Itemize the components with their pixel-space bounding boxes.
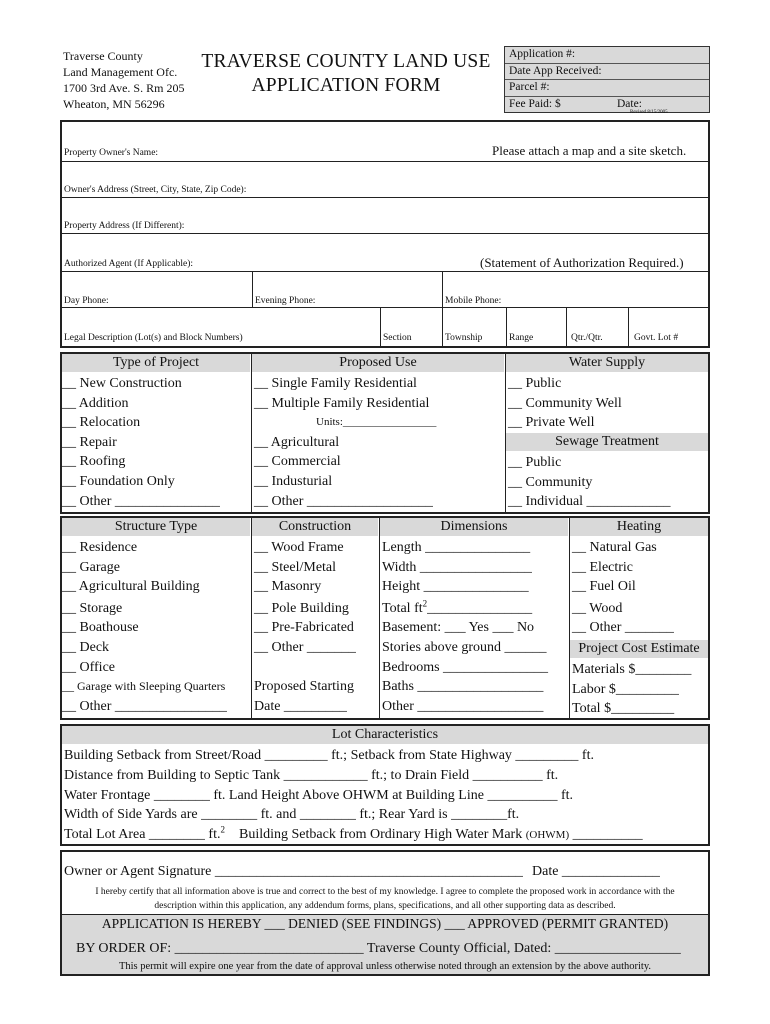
water-frontage-field[interactable]: Water Frontage ________ ft. Land Height Above OHWM at Building Line __________ ft. — [64, 788, 574, 803]
ohwm-abbrev: (OHWM) — [525, 829, 570, 841]
option-multiple-family[interactable]: __ Multiple Family Residential — [254, 395, 430, 411]
total-ft-label: Total ft — [382, 600, 423, 616]
heating-list — [572, 538, 674, 638]
owner-signature-field[interactable]: Owner or Agent Signature ____________________________________________ — [64, 864, 523, 879]
option-individual-sewage[interactable]: __ Individual ____________ — [508, 494, 671, 510]
option-other-project[interactable]: __ Other _______________ — [62, 493, 220, 509]
certification-line: I hereby certify that all information above is true and correct to the best of my knowledge. I agree to complete the proposed work in accordance with the — [95, 887, 675, 897]
mobile-phone-field[interactable]: Mobile Phone: — [445, 296, 502, 306]
option-new-construction[interactable]: __ New Construction — [62, 376, 182, 391]
attach-map-note: Please attach a map and a site sketch. — [492, 143, 687, 158]
fee-date-label: Date: — [617, 97, 642, 110]
option-natural-gas[interactable]: __ Natural Gas — [572, 540, 657, 555]
office-line: Wheaton, MN 56296 — [63, 97, 165, 111]
baths-field[interactable]: Baths __________________ — [382, 679, 544, 695]
title-line: TRAVERSE COUNTY LAND USE — [201, 51, 491, 72]
order-of-line[interactable]: BY ORDER OF: ___________________________ Traverse County Official, Dated: __________________ — [76, 941, 681, 956]
construction-list — [254, 538, 356, 716]
authorization-note: (Statement of Authorization Required.) — [480, 255, 684, 270]
length-field[interactable]: Length _______________ — [382, 540, 531, 555]
option-other-use[interactable]: __ Other __________________ — [254, 493, 433, 509]
water-supply-header: Water Supply — [506, 354, 708, 372]
option-storage[interactable]: __ Storage — [62, 600, 123, 616]
labor-cost-field[interactable]: Labor $_________ — [572, 681, 679, 697]
ohwm-setback-label: Building Setback from Ordinary High Water Mark — [239, 827, 523, 842]
option-deck[interactable]: __ Deck — [62, 639, 110, 655]
range-field[interactable]: Range — [509, 333, 534, 343]
property-address-field[interactable]: Property Address (If Different): — [64, 221, 185, 231]
proposed-use-list — [254, 374, 436, 511]
fee-paid-label: Fee Paid: $ — [509, 97, 561, 110]
office-line: Traverse County — [63, 49, 143, 63]
stories-field[interactable]: Stories above ground ______ — [382, 639, 547, 655]
decision-panel — [62, 914, 708, 974]
sewage-list — [508, 453, 671, 512]
dimensions-list — [382, 538, 548, 716]
evening-phone-field[interactable]: Evening Phone: — [255, 296, 316, 306]
date-received-field[interactable]: Date App Received: — [505, 64, 709, 81]
fee-paid-field[interactable] — [505, 97, 709, 113]
project-type-list — [62, 374, 220, 511]
option-relocation[interactable]: __ Relocation — [62, 415, 141, 431]
option-wood[interactable]: __ Wood — [572, 600, 623, 616]
spacer — [254, 658, 356, 678]
units-field[interactable]: Units:_________________ — [316, 416, 437, 429]
lot-characteristics-header: Lot Characteristics — [62, 726, 708, 744]
application-number-field[interactable]: Application #: — [505, 47, 709, 64]
construction-header: Construction — [252, 518, 378, 536]
basement-field[interactable]: Basement: ___ Yes ___ No — [382, 620, 535, 636]
qtr-qtr-field[interactable]: Qtr./Qtr. — [571, 333, 603, 343]
total-ft-field[interactable] — [382, 599, 548, 619]
option-repair[interactable]: __ Repair — [62, 434, 117, 450]
option-fuel-oil[interactable]: __ Fuel Oil — [572, 579, 636, 595]
signature-date-field[interactable]: Date ______________ — [532, 864, 660, 879]
owner-name-field[interactable]: Property Owner's Name: — [64, 148, 159, 158]
setback-street-field[interactable]: Building Setback from Street/Road _________ ft.; Setback from State Highway _________ ft. — [64, 748, 594, 763]
office-use-box — [504, 46, 710, 113]
option-commercial[interactable]: __ Commercial — [254, 454, 341, 470]
office-address — [63, 48, 184, 112]
option-agricultural-building[interactable]: __ Agricultural Building — [62, 579, 200, 595]
option-public-water[interactable]: __ Public — [508, 376, 562, 391]
form-title — [196, 50, 496, 98]
dimensions-header: Dimensions — [380, 518, 568, 536]
option-garage-sleeping[interactable]: __ Garage with Sleeping Quarters — [62, 679, 226, 694]
option-industrial[interactable]: __ Industurial — [254, 473, 333, 489]
lot-section — [60, 724, 710, 846]
parcel-field[interactable]: Parcel #: — [505, 80, 709, 97]
start-date-field[interactable]: Date _________ — [254, 698, 347, 714]
option-public-sewage[interactable]: __ Public — [508, 455, 562, 470]
revised-date: Revised 8/15/2005 — [630, 110, 668, 115]
option-wood-frame[interactable]: __ Wood Frame — [254, 540, 344, 555]
option-addition[interactable]: __ Addition — [62, 395, 129, 411]
office-line: 1700 3rd Ave. S. Rm 205 — [63, 81, 185, 95]
township-field[interactable]: Township — [445, 333, 483, 343]
option-pole-building[interactable]: __ Pole Building — [254, 600, 349, 616]
option-foundation-only[interactable]: __ Foundation Only — [62, 473, 175, 489]
certification-line: description within this application, any addendum forms, plans, specifications, and all other supporting data as described. — [154, 901, 616, 911]
lot-area-sup: 2 — [220, 824, 225, 835]
option-boathouse[interactable]: __ Boathouse — [62, 620, 139, 636]
sewage-treatment-header: Sewage Treatment — [506, 433, 708, 451]
option-office[interactable]: __ Office — [62, 659, 115, 675]
option-agricultural[interactable]: __ Agricultural — [254, 434, 340, 450]
water-supply-list — [508, 374, 622, 433]
signature-section — [60, 850, 710, 976]
option-single-family[interactable]: __ Single Family Residential — [254, 376, 417, 391]
owner-address-field[interactable]: Owner's Address (Street, City, State, Zip Code): — [64, 185, 247, 195]
total-ft-line: _______________ — [427, 600, 533, 616]
option-roofing[interactable]: __ Roofing — [62, 454, 126, 470]
total-ft-sup: 2 — [422, 598, 428, 609]
option-garage[interactable]: __ Garage — [62, 559, 120, 575]
heating-header: Heating — [570, 518, 708, 536]
septic-distance-field[interactable]: Distance from Building to Septic Tank ____________ ft.; to Drain Field __________ ft. — [64, 768, 559, 783]
lot-area-label: Total Lot Area ________ ft. — [64, 827, 221, 842]
ohwm-line: __________ — [572, 827, 643, 842]
side-yards-field[interactable]: Width of Side Yards are ________ ft. and ________ ft.; Rear Yard is ________ft. — [64, 807, 520, 822]
title-line: APPLICATION FORM — [251, 75, 441, 96]
option-other-heating[interactable]: __ Other _______ — [572, 620, 674, 636]
govt-lot-field[interactable]: Govt. Lot # — [634, 333, 679, 343]
legal-description-field[interactable]: Legal Description (Lot(s) and Block Numbers) — [64, 333, 243, 343]
option-private-well[interactable]: __ Private Well — [508, 415, 595, 431]
structure-type-list — [62, 538, 227, 716]
authorized-agent-field[interactable]: Authorized Agent (If Applicable): — [64, 259, 194, 269]
option-pre-fabricated[interactable]: __ Pre-Fabricated — [254, 620, 354, 636]
proposed-starting-label: Proposed Starting — [254, 679, 354, 695]
bedrooms-field[interactable]: Bedrooms _______________ — [382, 659, 549, 675]
option-steel-metal[interactable]: __ Steel/Metal — [254, 559, 337, 575]
materials-cost-field[interactable]: Materials $________ — [572, 662, 692, 677]
structure-type-header: Structure Type — [62, 518, 250, 536]
option-community-sewage[interactable]: __ Community — [508, 474, 593, 490]
decision-line[interactable]: APPLICATION IS HEREBY ___ DENIED (SEE FINDINGS) ___ APPROVED (PERMIT GRANTED) — [101, 916, 669, 931]
cost-estimate-list — [572, 660, 691, 719]
day-phone-field[interactable]: Day Phone: — [64, 296, 109, 306]
owner-info-section — [60, 120, 710, 348]
lot-area-field[interactable] — [64, 824, 643, 843]
type-of-project-header: Type of Project — [62, 354, 250, 372]
option-residence[interactable]: __ Residence — [62, 540, 138, 555]
project-section — [60, 352, 710, 514]
option-electric[interactable]: __ Electric — [572, 559, 634, 575]
width-field[interactable]: Width ________________ — [382, 559, 532, 575]
proposed-use-header: Proposed Use — [252, 354, 504, 372]
other-dimension-field[interactable]: Other __________________ — [382, 698, 544, 714]
section-field[interactable]: Section — [383, 333, 412, 343]
structure-section — [60, 516, 710, 720]
office-line: Land Management Ofc. — [63, 65, 178, 79]
height-field[interactable]: Height _______________ — [382, 579, 529, 595]
cost-estimate-header: Project Cost Estimate — [570, 640, 708, 658]
option-other-construction[interactable]: __ Other _______ — [254, 639, 356, 655]
total-cost-field[interactable]: Total $_________ — [572, 701, 675, 717]
expiration-note: This permit will expire one year from the date of approval unless otherwise noted through an extension by the above authority. — [118, 961, 652, 972]
option-other-structure[interactable]: __ Other ________________ — [62, 698, 227, 714]
option-masonry[interactable]: __ Masonry — [254, 579, 322, 595]
option-community-well[interactable]: __ Community Well — [508, 395, 622, 411]
